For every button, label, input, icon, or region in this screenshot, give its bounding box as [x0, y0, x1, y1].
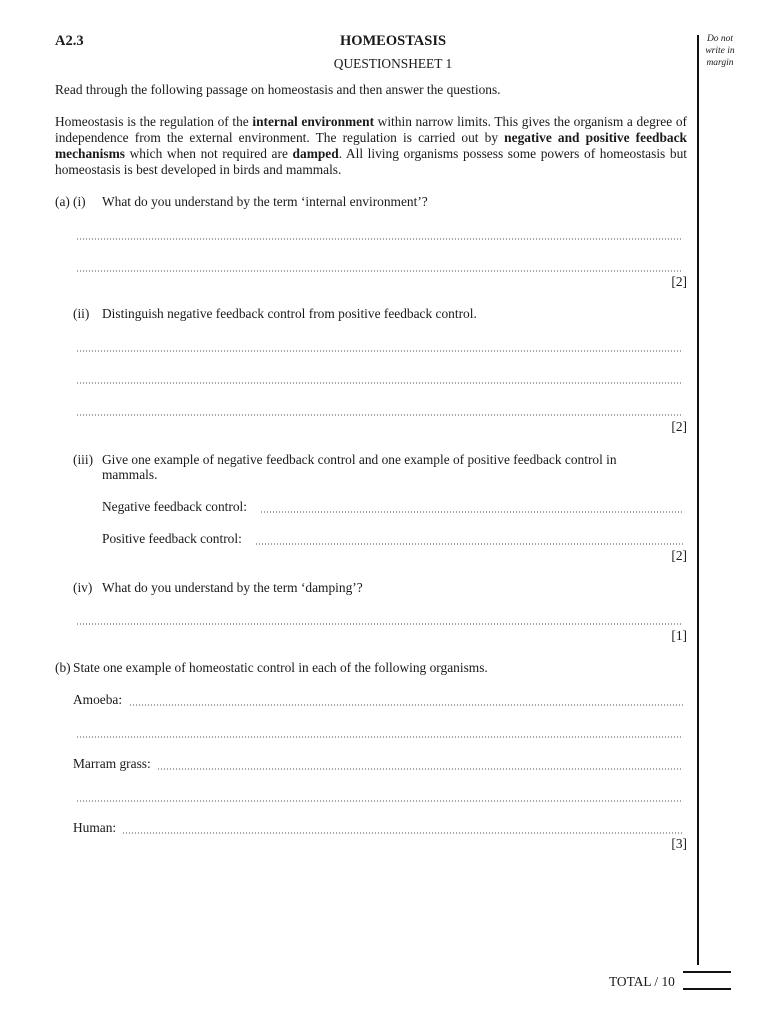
passage-text: Homeostasis is the regulation of the	[55, 114, 253, 129]
question-a-ii-text: Distinguish negative feedback control from positive feedback control.	[102, 306, 477, 321]
marks-a-ii: [2]	[671, 419, 687, 434]
total-bottom-rule	[683, 988, 731, 990]
question-a-i-number: (i)	[73, 194, 86, 209]
page-subtitle: QUESTIONSHEET 1	[333, 56, 453, 71]
question-a-ii-number: (ii)	[73, 306, 90, 321]
answer-line-a-ii-3[interactable]	[76, 414, 683, 416]
answer-line-a-i-2[interactable]	[76, 270, 683, 272]
passage-text: within narrow limits. This gives the organism a degree of independence from the external environment. The regulation is carried out by	[55, 114, 687, 145]
question-a-iii-number: (iii)	[73, 452, 94, 467]
question-a-i-text: What do you understand by the term ‘internal environment’?	[102, 194, 428, 209]
negative-feedback-label: Negative feedback control:	[102, 499, 247, 514]
question-a-iv-text: What do you understand by the term ‘damping’?	[102, 580, 363, 595]
amoeba-label: Amoeba:	[73, 692, 123, 707]
passage	[55, 114, 687, 178]
intro-text: Read through the following passage on homeostasis and then answer the questions.	[55, 82, 501, 97]
marks-a-i: [2]	[671, 274, 687, 289]
part-b-label: (b)	[55, 660, 71, 675]
human-label: Human:	[73, 820, 117, 835]
total-top-rule	[683, 971, 731, 973]
positive-feedback-label: Positive feedback control:	[102, 531, 242, 546]
passage-bold-term: internal environment	[252, 114, 375, 129]
answer-line-a-ii-2[interactable]	[76, 382, 683, 384]
amoeba-answer-line-1[interactable]	[129, 704, 683, 706]
negative-feedback-answer-line[interactable]	[260, 511, 683, 513]
passage-text: . All living organisms possess some powers of homeostasis but homeostasis is best developed in birds and mammals.	[55, 146, 688, 177]
answer-line-a-iv-1[interactable]	[76, 623, 683, 625]
human-answer-line[interactable]	[122, 832, 683, 834]
marks-a-iii: [2]	[671, 548, 687, 563]
marram-grass-answer-line-2[interactable]	[76, 800, 683, 802]
answer-line-a-i-1[interactable]	[76, 238, 683, 240]
question-code: A2.3	[55, 33, 84, 49]
question-a-iii-text-2: mammals.	[102, 467, 158, 482]
amoeba-answer-line-2[interactable]	[76, 736, 683, 738]
marks-b: [3]	[671, 836, 687, 851]
marks-a-iv: [1]	[671, 628, 687, 643]
positive-feedback-answer-line[interactable]	[255, 543, 683, 545]
part-a-label: (a)	[55, 194, 70, 209]
marram-grass-label: Marram grass:	[73, 756, 151, 771]
margin-rule	[697, 35, 699, 965]
total-label: TOTAL / 10	[609, 974, 675, 989]
question-b-text: State one example of homeostatic control in each of the following organisms.	[73, 660, 488, 675]
passage-bold-term: negative and positive feedback mechanisms	[55, 130, 688, 161]
question-a-iii-text-1: Give one example of negative feedback control and one example of positive feedback control in	[102, 452, 617, 467]
marram-grass-answer-line-1[interactable]	[157, 768, 683, 770]
passage-bold-term: damped	[292, 146, 339, 161]
passage-text: which when not required are	[124, 146, 293, 161]
margin-note: Do not write in margin	[705, 34, 735, 68]
page-title: HOMEOSTASIS	[339, 33, 447, 49]
answer-line-a-ii-1[interactable]	[76, 350, 683, 352]
question-a-iv-number: (iv)	[73, 580, 93, 595]
